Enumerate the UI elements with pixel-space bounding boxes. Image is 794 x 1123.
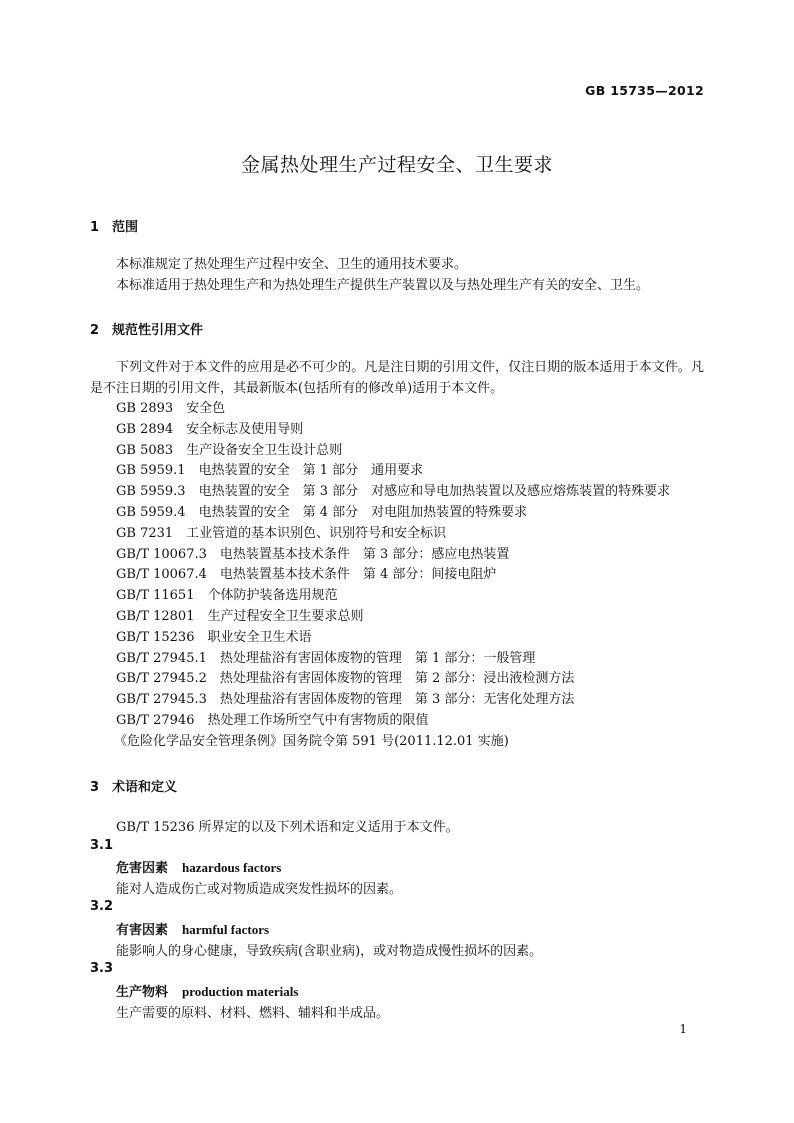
term-english: hazardous factors [182, 860, 282, 875]
references-intro: 下列文件对于本文件的应用是必不可少的。凡是注日期的引用文件，仅注日期的版本适用于本文件。凡是不注日期的引用文件，其最新版本(包括所有的修改单)适用于本文件。 [90, 360, 704, 396]
reference-title: 电热装置的安全 第 3 部分 对感应和导电加热装置以及感应熔炼装置的特殊要求 [198, 484, 671, 500]
term-number: 3.1 [90, 838, 114, 853]
term-name [116, 981, 298, 1000]
reference-code: GB/T 27945.2 [116, 671, 207, 687]
reference-code: GB/T 27946 [116, 712, 195, 728]
reference-title: 热处理盐浴有害固体废物的管理 第 2 部分：浸出液检测方法 [219, 671, 575, 687]
reference-item [116, 649, 670, 670]
reference-code: GB/T 12801 [116, 608, 195, 624]
reference-item [116, 711, 670, 732]
section-number: 3 [90, 780, 100, 795]
reference-item [116, 586, 670, 607]
term-name [116, 857, 281, 876]
term-chinese: 生产物料 [116, 985, 169, 1000]
reference-code: GB 5959.1 [116, 463, 186, 479]
section-number: 2 [90, 323, 100, 338]
reference-item [116, 399, 670, 420]
reference-title: 热处理盐浴有害固体废物的管理 第 3 部分：无害化处理方法 [219, 692, 575, 708]
reference-code: GB 5959.3 [116, 484, 186, 500]
reference-title: 热处理盐浴有害固体废物的管理 第 1 部分：一般管理 [219, 650, 536, 666]
reference-title: 电热装置的安全 第 4 部分 对电阻加热装置的特殊要求 [198, 504, 528, 520]
section-1-heading [90, 216, 138, 235]
reference-code: GB 5959.4 [116, 504, 186, 520]
scope-paragraph-1: 本标准规定了热处理生产过程中安全、卫生的通用技术要求。 [116, 257, 468, 272]
reference-title: 电热装置基本技术条件 第 4 部分：间接电阻炉 [219, 567, 497, 583]
term-definition: 生产需要的原料、材料、燃料、辅料和半成品。 [116, 1006, 390, 1021]
scope-paragraph-2: 本标准适用于热处理生产和为热处理生产提供生产装置以及与热处理生产有关的安全、卫生。 [116, 278, 650, 293]
section-title: 范围 [112, 220, 139, 235]
terms-intro: GB/T 15236 所界定的以及下列术语和定义适用于本文件。 [116, 820, 459, 835]
section-title: 规范性引用文件 [112, 323, 204, 338]
term-name [116, 919, 269, 938]
reference-item [116, 565, 670, 586]
reference-code: GB/T 27945.3 [116, 692, 207, 708]
reference-item [116, 607, 670, 628]
reference-title: 工业管道的基本识别色、识别符号和安全标识 [186, 525, 447, 541]
reference-code: GB 2894 [116, 421, 174, 437]
reference-title: 生产过程安全卫生要求总则 [207, 608, 364, 624]
reference-code: GB 7231 [116, 525, 174, 541]
reference-item [116, 524, 670, 545]
reference-item [116, 420, 670, 441]
term-number: 3.3 [90, 961, 114, 976]
reference-item [116, 461, 670, 482]
page-number: 1 [679, 1022, 687, 1036]
reference-title: 生产设备安全卫生设计总则 [186, 442, 343, 458]
reference-title: 安全标志及使用导则 [186, 421, 304, 437]
reference-item [116, 503, 670, 524]
term-definition: 能对人造成伤亡或对物质造成突发性损坏的因素。 [116, 882, 403, 897]
reference-code: GB/T 10067.3 [116, 546, 207, 562]
reference-list [116, 399, 670, 753]
reference-item [116, 628, 670, 649]
document-title: 金属热处理生产过程安全、卫生要求 [240, 154, 553, 176]
reference-code: GB/T 11651 [116, 588, 195, 604]
reference-item [116, 545, 670, 566]
reference-code: GB 5083 [116, 442, 174, 458]
reference-title: 安全色 [186, 401, 226, 416]
reference-item [116, 669, 670, 690]
section-title: 术语和定义 [112, 780, 178, 795]
reference-item [116, 690, 670, 711]
reference-title: 热处理工作场所空气中有害物质的限值 [207, 712, 429, 728]
reference-title: 个体防护装备选用规范 [207, 588, 338, 604]
standard-code: GB 15735—2012 [585, 83, 704, 98]
term-english: production materials [182, 984, 299, 999]
term-definition: 能影响人的身心健康，导致疾病(含职业病)，或对物造成慢性损坏的因素。 [116, 944, 543, 959]
reference-title: 电热装置基本技术条件 第 3 部分：感应电热装置 [219, 546, 510, 562]
reference-code: GB 2893 [116, 401, 174, 416]
reference-code: GB/T 15236 [116, 629, 195, 645]
reference-title: 职业安全卫生术语 [207, 629, 312, 645]
reference-code: GB/T 10067.4 [116, 567, 207, 583]
term-number: 3.2 [90, 899, 114, 914]
section-3-heading [90, 776, 177, 795]
reference-title: 电热装置的安全 第 1 部分 通用要求 [198, 463, 424, 479]
reference-item [116, 441, 670, 462]
section-2-heading [90, 319, 203, 338]
reference-code: GB/T 27945.1 [116, 650, 207, 666]
reference-item [116, 482, 670, 503]
section-number: 1 [90, 220, 100, 235]
regulation-reference: 《危险化学品安全管理条例》国务院令第 591 号(2011.12.01 实施) [114, 733, 509, 749]
term-english: harmful factors [182, 922, 270, 937]
term-chinese: 危害因素 [116, 861, 169, 876]
term-chinese: 有害因素 [116, 923, 169, 938]
